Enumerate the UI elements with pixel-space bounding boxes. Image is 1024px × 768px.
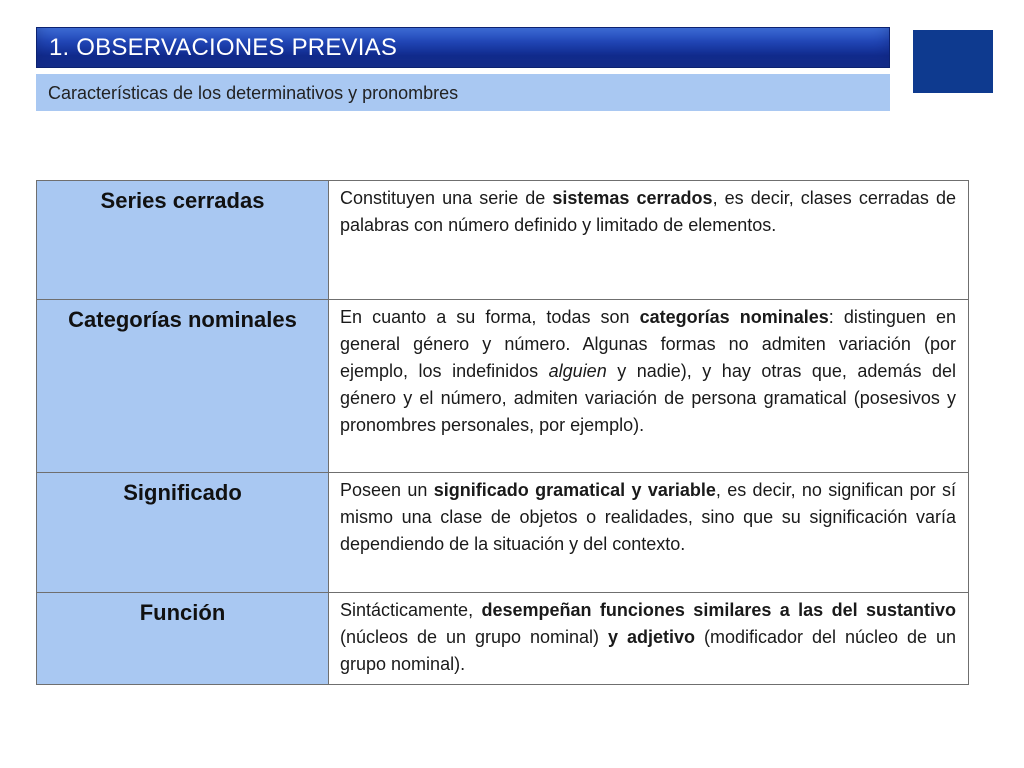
page-title: 1. OBSERVACIONES PREVIAS [49, 34, 398, 61]
table-row [37, 593, 969, 685]
table-row [37, 181, 969, 300]
table-row [37, 300, 969, 473]
text-run: (modificador del núcleo de un grupo nominal). [340, 627, 956, 674]
emphasis-bold: categorías nominales [639, 307, 829, 327]
text-run: Constituyen una serie de [340, 188, 553, 208]
characteristics-table [36, 180, 969, 685]
row-description [329, 181, 969, 300]
page-subtitle: Características de los determinativos y pronombres [48, 83, 459, 103]
text-run: En cuanto a su forma, todas son [340, 307, 640, 327]
emphasis-bold: desempeñan funciones similares a las del sustantivo [481, 600, 956, 620]
title-bar [36, 27, 890, 68]
row-heading: Categorías nominales [37, 300, 329, 473]
subtitle-bar [36, 73, 890, 111]
row-description [329, 300, 969, 473]
text-run: , es decir, no significan por sí mismo una clase de objetos o realidades, sino que su significación varía dependiendo de la situación y del contexto. [340, 480, 956, 554]
text-run: y nadie), y hay otras que, además del género y el número, admiten variación de persona gramatical (posesivos y pronombres personales, por ejemplo). [340, 361, 956, 435]
emphasis-bold: y adjetivo [608, 627, 695, 647]
text-run: : distinguen en general género y número. Algunas formas no admiten variación (por ejemplo, los indefinidos [340, 307, 957, 381]
table-row [37, 473, 969, 593]
accent-square [913, 30, 993, 93]
text-run: Sintácticamente, [340, 600, 482, 620]
row-heading: Significado [37, 473, 329, 593]
row-description [329, 473, 969, 593]
text-run: (núcleos de un grupo nominal) [340, 627, 608, 647]
emphasis-bold: sistemas cerrados [552, 188, 713, 208]
text-run: Poseen un [340, 480, 434, 500]
row-description [329, 593, 969, 685]
row-heading: Series cerradas [37, 181, 329, 300]
emphasis-italic: alguien [548, 361, 607, 381]
emphasis-bold: significado gramatical y variable [433, 480, 716, 500]
row-heading: Función [37, 593, 329, 685]
text-run: , es decir, clases cerradas de palabras con número definido y limitado de elementos. [340, 188, 956, 235]
